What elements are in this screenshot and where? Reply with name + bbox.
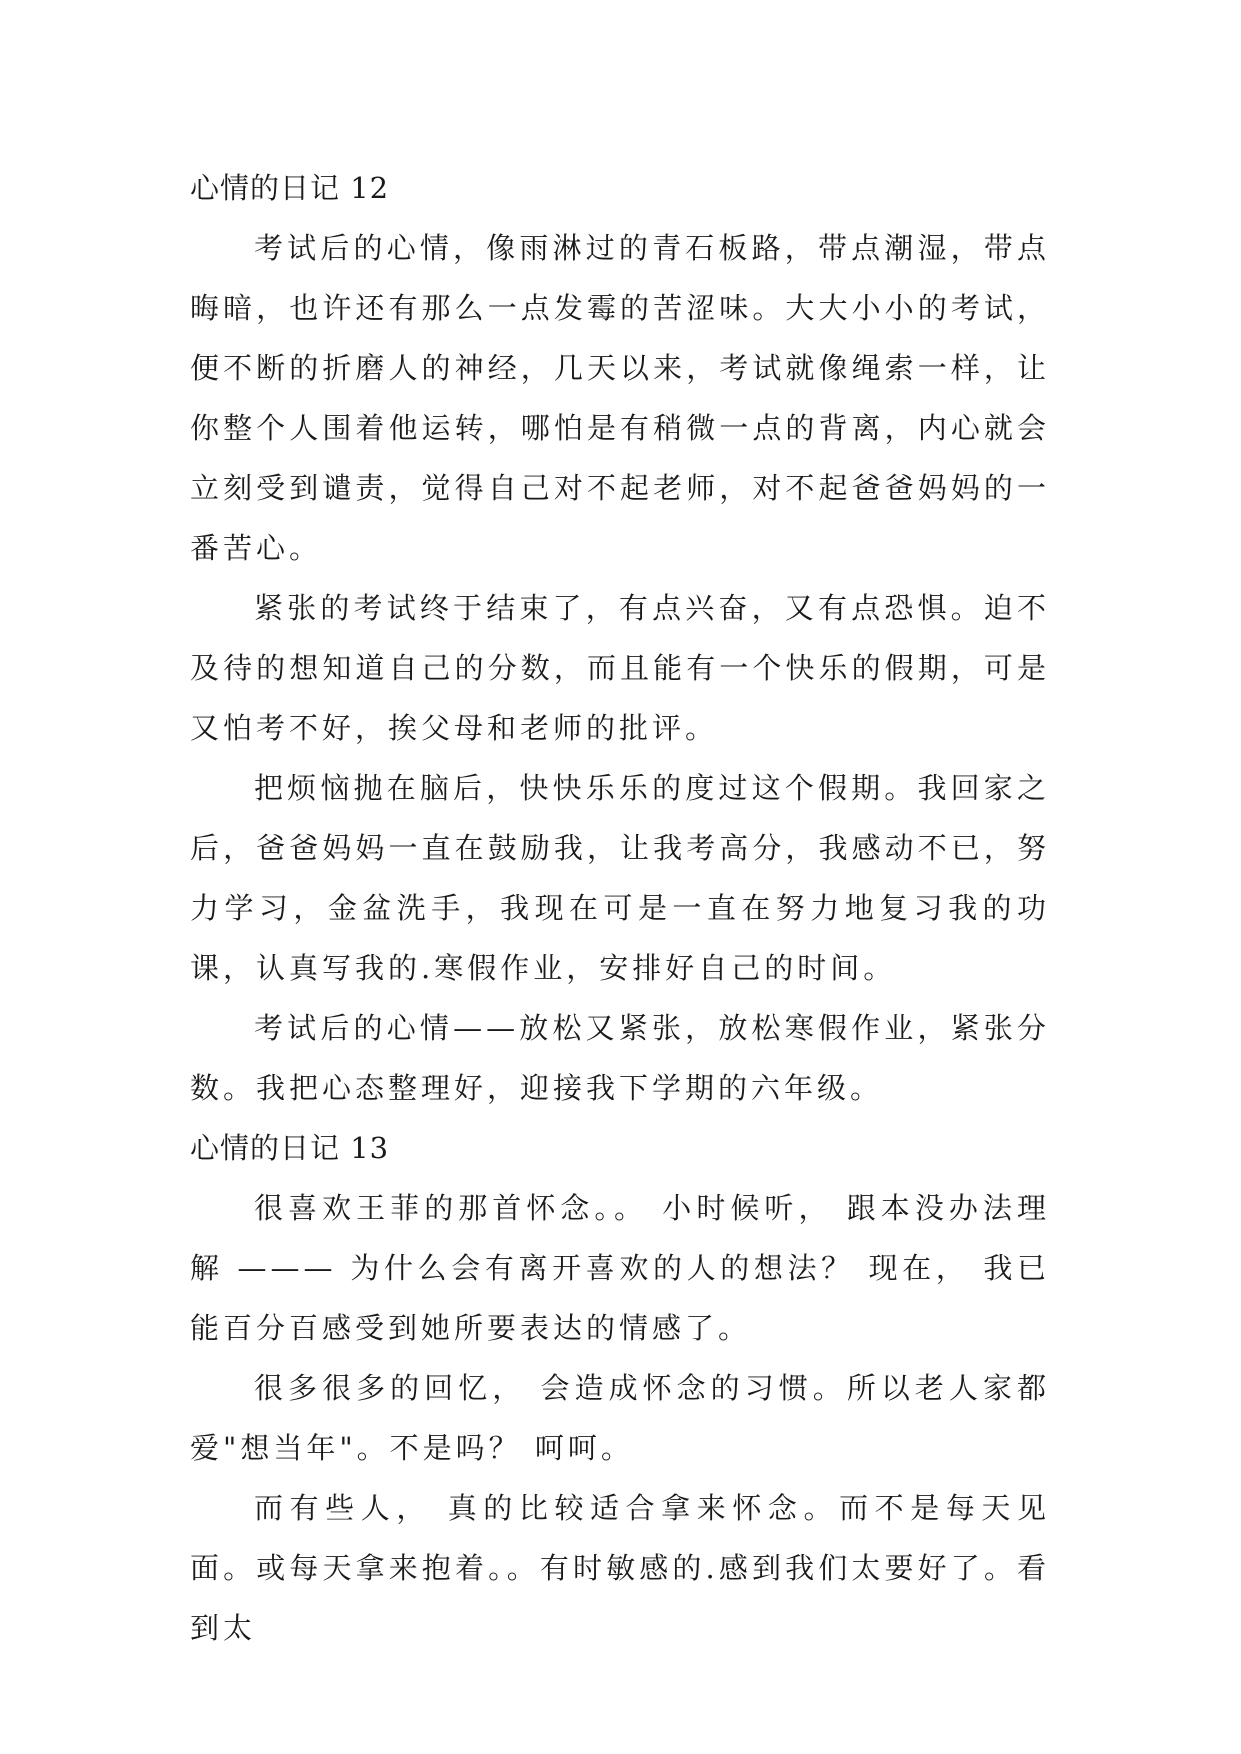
document-body bbox=[190, 158, 1050, 1658]
paragraph: 紧张的考试终于结束了，有点兴奋，又有点恐惧。迫不及待的想知道自己的分数，而且能有一个快乐的假期，可是又怕考不好，挨父母和老师的批评。 bbox=[190, 591, 1050, 745]
paragraph: 很喜欢王菲的那首怀念。。 小时候听， 跟本没办法理解 ——— 为什么会有离开喜欢的人的想法？ 现在， 我已能百分百感受到她所要表达的情感了。 bbox=[190, 1191, 1050, 1345]
paragraph: 把烦恼抛在脑后，快快乐乐的度过这个假期。我回家之后，爸爸妈妈一直在鼓励我，让我考高分，我感动不已，努力学习，金盆洗手，我现在可是一直在努力地复习我的功课，认真写我的.寒假作业，安排好自己的时间。 bbox=[190, 771, 1050, 985]
paragraph: 很多很多的回忆， 会造成怀念的习惯。所以老人家都爱"想当年"。不是吗？ 呵呵。 bbox=[190, 1371, 1050, 1465]
paragraph: 考试后的心情——放松又紧张，放松寒假作业，紧张分数。我把心态整理好，迎接我下学期的六年级。 bbox=[190, 1011, 1050, 1105]
paragraph: 而有些人， 真的比较适合拿来怀念。而不是每天见面。或每天拿来抱着。。有时敏感的.感到我们太要好了。看到太 bbox=[190, 1491, 1050, 1645]
diary-title-13: 心情的日记 13 bbox=[190, 1131, 390, 1165]
diary-title-12: 心情的日记 12 bbox=[190, 171, 390, 205]
paragraph: 考试后的心情，像雨淋过的青石板路，带点潮湿，带点晦暗，也许还有那么一点发霉的苦涩味。大大小小的考试，便不断的折磨人的神经，几天以来，考试就像绳索一样，让你整个人围着他运转，哪怕是有稍微一点的背离，内心就会立刻受到谴责，觉得自己对不起老师，对不起爸爸妈妈的一番苦心。 bbox=[190, 231, 1050, 565]
